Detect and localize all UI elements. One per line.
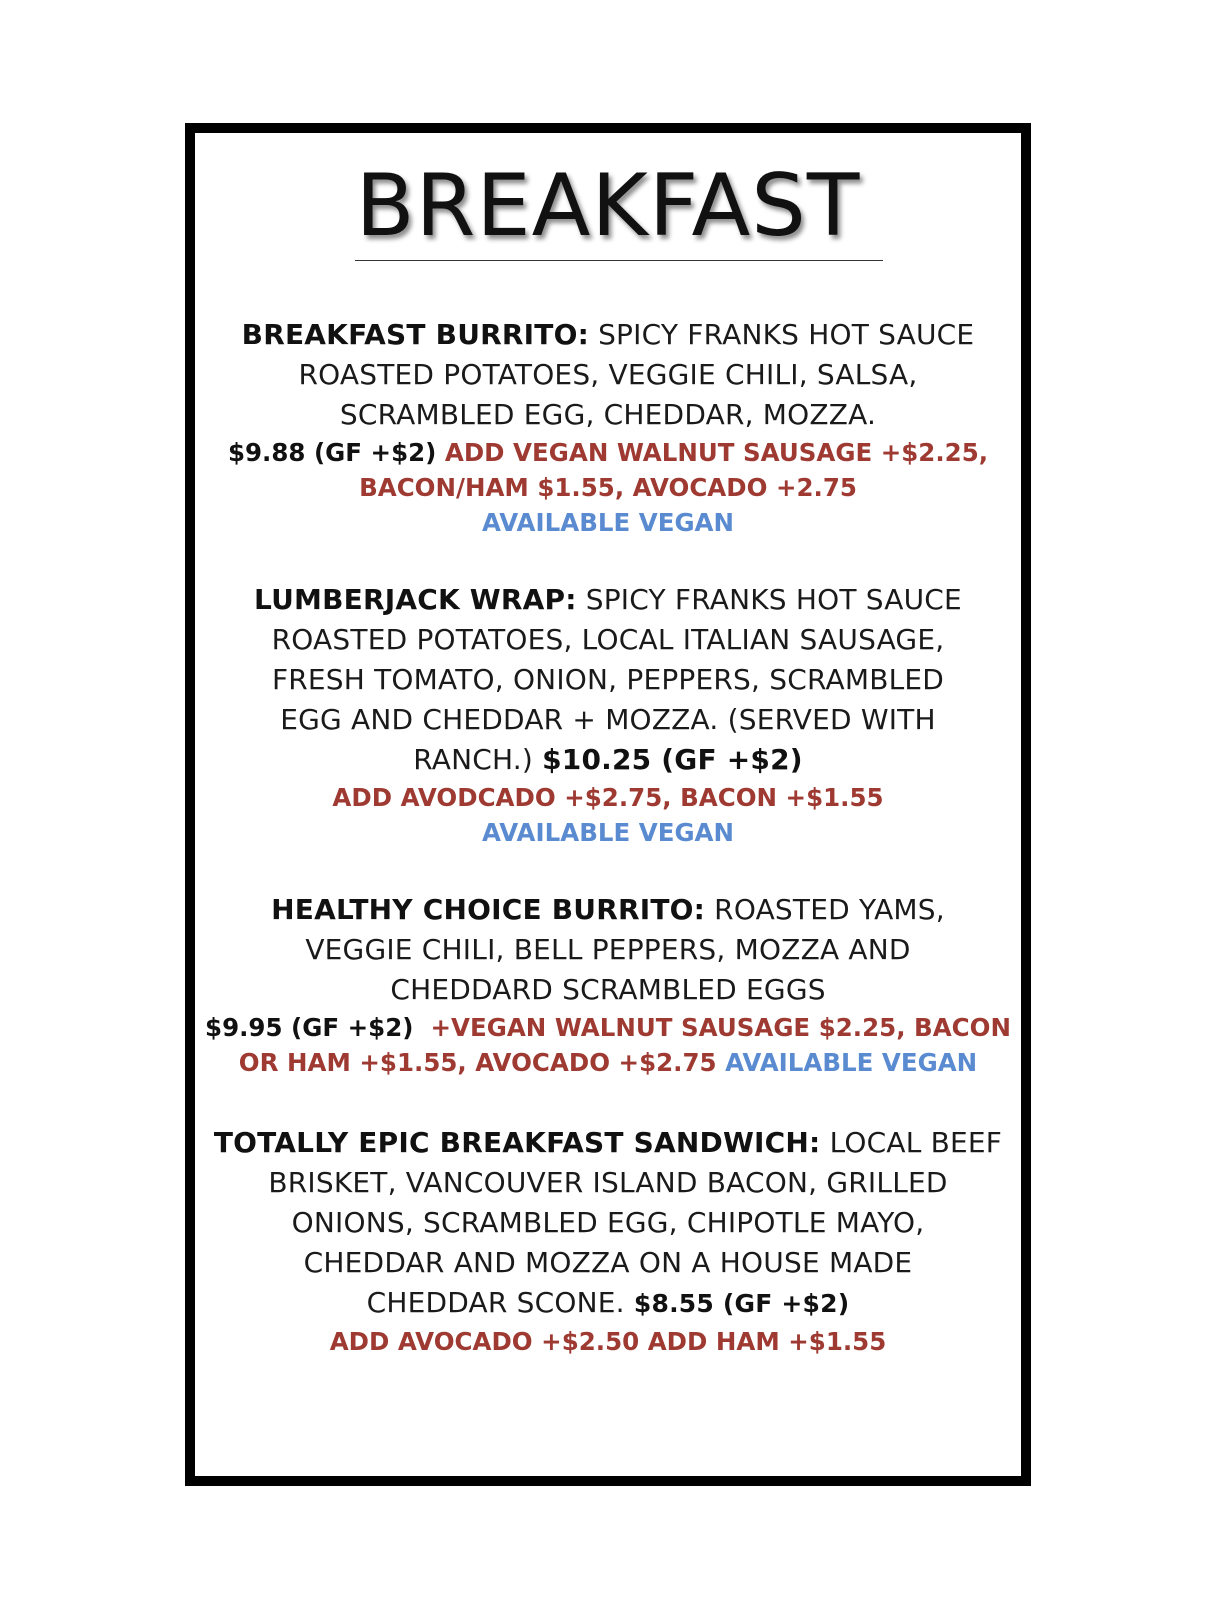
item-desc: SPICY FRANKS HOT SAUCE <box>588 318 975 351</box>
menu-frame <box>185 123 1031 1486</box>
item-desc: LOCAL BEEF <box>820 1126 1003 1159</box>
item-desc: BRISKET, VANCOUVER ISLAND BACON, GRILLED <box>268 1166 948 1199</box>
item-price-line <box>215 435 1001 470</box>
vegan-badge: AVAILABLE VEGAN <box>481 818 735 847</box>
item-addons: +VEGAN WALNUT SAUSAGE $2.25, BACON <box>413 1013 1011 1042</box>
item-desc: SCRAMBLED EGG, CHEDDAR, MOZZA. <box>339 398 877 431</box>
item-name: BREAKFAST BURRITO: <box>241 318 589 351</box>
item-addons: OR HAM +$1.55, AVOCADO +$2.75 <box>238 1048 717 1077</box>
item-desc: ROASTED YAMS, <box>705 893 945 926</box>
item-line <box>215 315 1001 355</box>
item-desc: ROASTED POTATOES, VEGGIE CHILI, SALSA, <box>298 358 918 391</box>
item-price-line <box>195 1010 1021 1045</box>
item-desc: CHEDDAR SCONE. <box>366 1286 634 1319</box>
item-price: $9.95 (GF +$2) <box>205 1013 414 1042</box>
menu-item-epic-breakfast-sandwich <box>195 1123 1021 1359</box>
item-line <box>215 740 1001 780</box>
item-desc: FRESH TOMATO, ONION, PEPPERS, SCRAMBLED <box>271 663 945 696</box>
vegan-badge: AVAILABLE VEGAN <box>481 508 735 537</box>
item-desc: ROASTED POTATOES, LOCAL ITALIAN SAUSAGE, <box>271 623 945 656</box>
item-desc: SPICY FRANKS HOT SAUCE <box>576 583 962 616</box>
menu-title: BREAKFAST <box>355 156 861 256</box>
menu-item-healthy-choice-burrito <box>195 890 1021 1080</box>
item-addons: ADD AVODCADO +$2.75, BACON +$1.55 <box>332 783 884 812</box>
item-desc: EGG AND CHEDDAR + MOZZA. (SERVED WITH <box>280 703 936 736</box>
menu-item-lumberjack-wrap <box>215 580 1001 850</box>
item-addons: BACON/HAM $1.55, AVOCADO +2.75 <box>359 473 857 502</box>
item-desc: ONIONS, SCRAMBLED EGG, CHIPOTLE MAYO, <box>291 1206 925 1239</box>
item-desc: RANCH.) <box>413 743 543 776</box>
item-addons: ADD AVOCADO +$2.50 ADD HAM +$1.55 <box>329 1327 887 1356</box>
item-line <box>195 1283 1021 1324</box>
item-price: $10.25 (GF +$2) <box>542 743 803 776</box>
title-underline <box>355 260 883 261</box>
item-name: HEALTHY CHOICE BURRITO: <box>271 893 706 926</box>
item-addons: ADD VEGAN WALNUT SAUSAGE +$2.25, <box>436 438 989 467</box>
vegan-badge: AVAILABLE VEGAN <box>716 1048 978 1077</box>
item-price: $9.88 (GF +$2) <box>227 438 437 467</box>
item-line <box>195 1123 1021 1163</box>
item-price: $8.55 (GF +$2) <box>633 1289 850 1318</box>
item-desc: CHEDDAR AND MOZZA ON A HOUSE MADE <box>303 1246 913 1279</box>
item-name: TOTALLY EPIC BREAKFAST SANDWICH: <box>213 1126 821 1159</box>
item-name: LUMBERJACK WRAP: <box>254 583 577 616</box>
item-line <box>215 580 1001 620</box>
item-desc: VEGGIE CHILI, BELL PEPPERS, MOZZA AND <box>305 933 911 966</box>
item-addons-line <box>195 1045 1021 1080</box>
item-desc: CHEDDARD SCRAMBLED EGGS <box>390 973 826 1006</box>
item-line <box>195 890 1021 930</box>
menu-item-breakfast-burrito <box>215 315 1001 540</box>
